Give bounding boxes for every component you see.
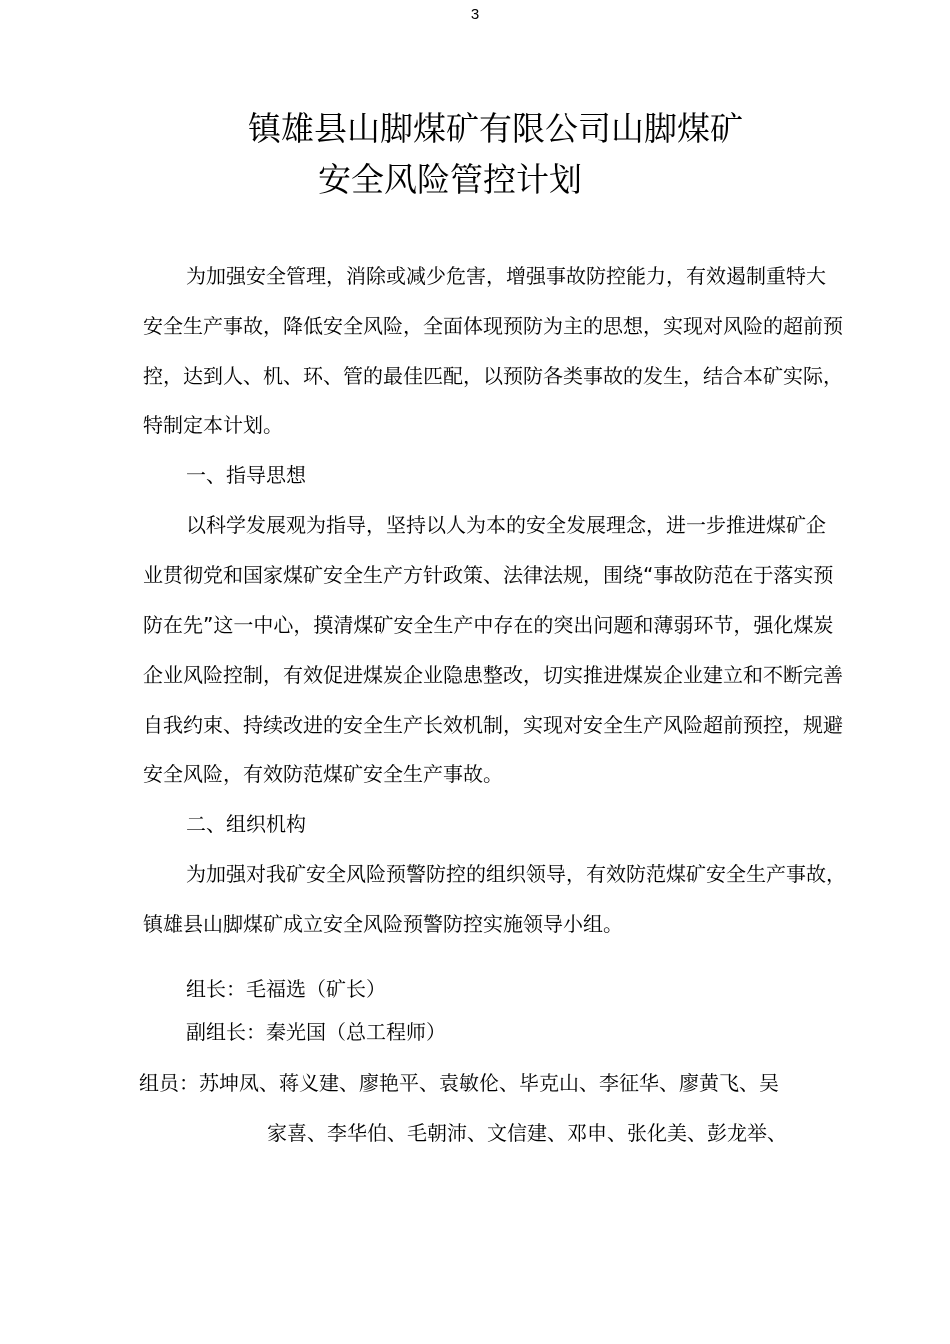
section1-line-5: 自我约束、持续改进的安全生产长效机制，实现对安全生产风险超前预控，规避: [143, 713, 843, 737]
document-title-line-1: 镇雄县山脚煤矿有限公司山脚煤矿: [248, 109, 743, 148]
document-title-line-2: 安全风险管控计划: [318, 160, 582, 199]
intro-line-4: 特制定本计划。: [143, 413, 283, 437]
section1-line-6: 安全风险，有效防范煤矿安全生产事故。: [143, 762, 503, 786]
section2-line-2: 镇雄县山脚煤矿成立安全风险预警防控实施领导小组。: [143, 912, 623, 936]
page-number: 3: [470, 6, 480, 23]
section1-line-4: 企业风险控制，有效促进煤炭企业隐患整改，切实推进煤炭企业建立和不断完善: [143, 663, 843, 687]
intro-line-3: 控，达到人、机、环、管的最佳匹配，以预防各类事故的发生，结合本矿实际，: [143, 364, 843, 388]
deputy-leader-line: 副组长：秦光国（总工程师）: [186, 1020, 446, 1044]
section2-line-1: 为加强对我矿安全风险预警防控的组织领导，有效防范煤矿安全生产事故，: [186, 862, 846, 886]
section1-heading: 一、指导思想: [186, 463, 306, 487]
section1-line-3: 防在先”这一中心，摸清煤矿安全生产中存在的突出问题和薄弱环节，强化煤炭: [143, 613, 834, 637]
leader-line: 组长：毛福选（矿长）: [186, 977, 386, 1001]
section1-line-1: 以科学发展观为指导，坚持以人为本的安全发展理念，进一步推进煤矿企: [186, 513, 826, 537]
intro-line-1: 为加强安全管理，消除或减少危害，增强事故防控能力，有效遏制重特大: [186, 264, 826, 288]
section1-line-2: 业贯彻党和国家煤矿安全生产方针政策、法律法规，围绕“事故防范在于落实预: [143, 563, 834, 587]
intro-line-2: 安全生产事故，降低安全风险，全面体现预防为主的思想，实现对风险的超前预: [143, 314, 843, 338]
members-line-1: 组员：苏坤凤、蒋义建、廖艳平、袁敏伦、毕克山、李征华、廖黄飞、吴: [139, 1071, 779, 1095]
section2-heading: 二、组织机构: [186, 812, 306, 836]
members-line-2: 家喜、李华伯、毛朝沛、文信建、邓申、张化美、彭龙举、: [267, 1121, 787, 1145]
